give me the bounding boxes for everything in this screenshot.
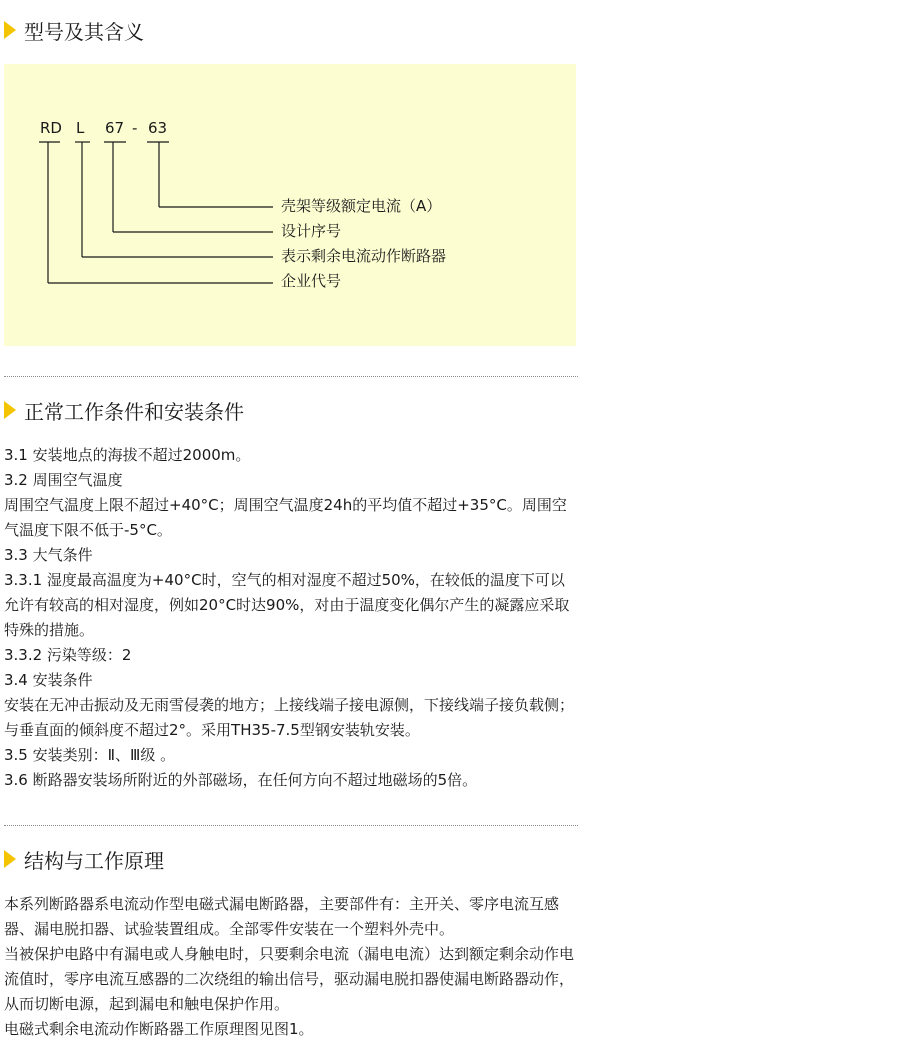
section-title-model [4,15,144,45]
paragraph: 电磁式剩余电流动作断路器工作原理图见图1。 [4,1020,314,1038]
paragraph: 3.5 安装类别：Ⅱ、Ⅲ级 。 [4,746,176,764]
section-title-text: 正常工作条件和安装条件 [24,399,244,424]
code-l: L [76,119,85,137]
code-rd: RD [40,119,62,137]
meaning-rated-current: 壳架等级额定电流（A） [281,197,442,215]
triangle-bullet-icon [4,850,16,868]
conditions-text [4,443,579,793]
paragraph: 当被保护电路中有漏电或人身触电时，只要剩余电流（漏电电流）达到额定剩余动作电流值时，零序电流互感器的二次绕组的输出信号，驱动漏电脱扣器使漏电断路器动作，从而切断电源，起到漏电和触电保护作用。 [4,945,575,1013]
model-diagram [4,64,576,346]
paragraph: 3.2 周围空气温度 [4,471,123,489]
divider [4,825,578,826]
section-title-conditions [4,395,244,425]
principle-text [4,892,579,1042]
paragraph: 3.1 安装地点的海拔不超过2000m。 [4,446,251,464]
triangle-bullet-icon [4,401,16,419]
paragraph: 安装在无冲击振动及无雨雪侵袭的地方；上接线端子接电源侧，下接线端子接负载侧；与垂直面的倾斜度不超过2°。采用TH35-7.5型钢安装轨安装。 [4,696,575,739]
paragraph: 本系列断路器系电流动作型电磁式漏电断路器，主要部件有：主开关、零序电流互感器、漏电脱扣器、试验装置组成。全部零件安装在一个塑料外壳中。 [4,895,560,938]
paragraph: 周围空气温度上限不超过+40°C；周围空气温度24h的平均值不超过+35°C。周围空气温度下限不低于-5°C。 [4,496,567,539]
paragraph: 3.6 断路器安装场所附近的外部磁场，在任何方向不超过地磁场的5倍。 [4,771,478,789]
code-63: 63 [148,119,168,137]
section-title-text: 结构与工作原理 [24,848,164,873]
paragraph: 3.3.2 污染等级：2 [4,646,132,664]
code-67: 67 [105,119,125,137]
paragraph: 3.3.1 湿度最高温度为+40°C时，空气的相对湿度不超过50%，在较低的温度下可以允许有较高的相对湿度，例如20°C时达90%，对由于温度变化偶尔产生的凝露应采取特殊的措施。 [4,571,570,639]
code-dash: - [132,119,138,137]
divider [4,376,578,377]
section-title-principle [4,844,164,874]
meaning-design-serial: 设计序号 [281,222,342,240]
paragraph: 3.4 安装条件 [4,671,93,689]
paragraph: 3.3 大气条件 [4,546,93,564]
section-title-text: 型号及其含义 [24,19,144,44]
meaning-company-code: 企业代号 [281,272,342,290]
meaning-rcd-type: 表示剩余电流动作断路器 [281,247,447,265]
triangle-bullet-icon [4,21,16,39]
